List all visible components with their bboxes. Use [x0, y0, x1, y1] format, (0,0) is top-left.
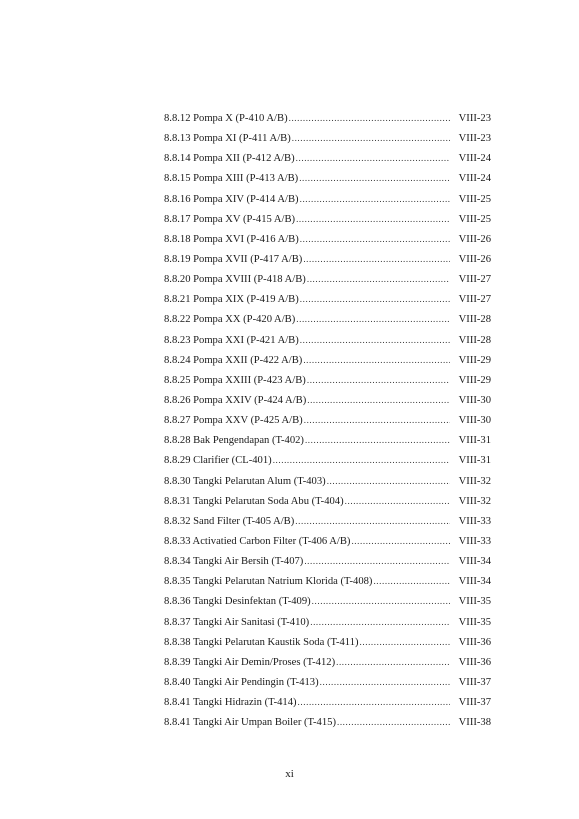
toc-dot-leader	[289, 108, 450, 128]
toc-entry[interactable]	[164, 672, 491, 692]
toc-entry-page: VIII-31	[458, 435, 491, 447]
toc-entry[interactable]	[164, 591, 491, 611]
toc-entry-title: 8.8.21 Pompa XIX (P-419 A/B)	[164, 294, 299, 306]
toc-entry-page: VIII-26	[458, 253, 491, 265]
toc-dot-leader	[296, 209, 450, 229]
toc-entry-list	[164, 108, 491, 732]
toc-entry-title: 8.8.26 Pompa XXIV (P-424 A/B)	[164, 394, 307, 406]
toc-entry-title: 8.8.33 Activatied Carbon Filter (T-406 A/B)	[164, 535, 351, 547]
toc-dot-leader	[312, 591, 450, 611]
toc-entry-title: 8.8.29 Clarifier (CL-401)	[164, 455, 272, 467]
toc-entry-title: 8.8.23 Pompa XXI (P-421 A/B)	[164, 334, 299, 346]
toc-entry-title: 8.8.12 Pompa X (P-410 A/B)	[164, 113, 288, 124]
toc-entry-page: VIII-37	[458, 697, 491, 709]
toc-entry-page: VIII-32	[458, 495, 491, 507]
toc-entry-page: VIII-37	[458, 676, 491, 688]
toc-dot-leader	[351, 531, 450, 551]
toc-entry[interactable]	[164, 511, 491, 531]
toc-entry-title: 8.8.27 Pompa XXV (P-425 A/B)	[164, 415, 303, 427]
page-number: xi	[285, 768, 294, 780]
toc-entry-page: VIII-33	[458, 535, 491, 547]
toc-entry-title: 8.8.39 Tangki Air Demin/Proses (T-412)	[164, 656, 336, 668]
toc-dot-leader	[300, 229, 450, 249]
toc-entry-page: VIII-34	[458, 556, 491, 568]
toc-dot-leader	[337, 712, 450, 732]
toc-entry-page: VIII-27	[458, 294, 491, 306]
toc-entry[interactable]	[164, 209, 491, 229]
toc-entry-page: VIII-23	[458, 113, 491, 124]
toc-entry-title: 8.8.41 Tangki Hidrazin (T-414)	[164, 697, 297, 709]
toc-entry-page: VIII-28	[458, 334, 491, 346]
toc-entry-page: VIII-38	[458, 717, 491, 729]
toc-entry-title: 8.8.19 Pompa XVII (P-417 A/B)	[164, 253, 303, 265]
toc-entry-page: VIII-26	[458, 233, 491, 245]
toc-entry[interactable]	[164, 692, 491, 712]
toc-entry[interactable]	[164, 128, 491, 148]
toc-dot-leader	[307, 269, 450, 289]
toc-entry-page: VIII-30	[458, 394, 491, 406]
toc-entry-page: VIII-25	[458, 213, 491, 225]
toc-dot-leader	[310, 612, 450, 632]
toc-dot-leader	[336, 652, 450, 672]
toc-entry[interactable]	[164, 531, 491, 551]
toc-entry[interactable]	[164, 168, 491, 188]
toc-dot-leader	[373, 571, 450, 591]
toc-entry-title: 8.8.38 Tangki Pelarutan Kaustik Soda (T-411)	[164, 636, 359, 648]
toc-entry-title: 8.8.31 Tangki Pelarutan Soda Abu (T-404)	[164, 495, 344, 507]
toc-entry[interactable]	[164, 712, 491, 732]
toc-dot-leader	[304, 551, 450, 571]
toc-dot-leader	[307, 390, 450, 410]
toc-entry[interactable]	[164, 309, 491, 329]
toc-dot-leader	[295, 511, 450, 531]
toc-entry[interactable]	[164, 410, 491, 430]
toc-entry-title: 8.8.24 Pompa XXII (P-422 A/B)	[164, 354, 303, 366]
toc-entry-title: 8.8.35 Tangki Pelarutan Natrium Klorida (T-408)	[164, 576, 373, 588]
toc-dot-leader	[307, 370, 450, 390]
toc-entry-page: VIII-33	[458, 515, 491, 527]
toc-entry[interactable]	[164, 652, 491, 672]
toc-entry-page: VIII-24	[458, 153, 491, 165]
toc-dot-leader	[300, 289, 450, 309]
toc-dot-leader	[320, 672, 450, 692]
toc-dot-leader	[273, 450, 450, 470]
toc-entry-title: 8.8.18 Pompa XVI (P-416 A/B)	[164, 233, 299, 245]
toc-dot-leader	[296, 309, 450, 329]
toc-entry[interactable]	[164, 370, 491, 390]
toc-entry[interactable]	[164, 148, 491, 168]
toc-dot-leader	[303, 249, 450, 269]
toc-entry[interactable]	[164, 189, 491, 209]
toc-entry-page: VIII-23	[458, 133, 491, 145]
toc-entry[interactable]	[164, 390, 491, 410]
toc-entry-title: 8.8.40 Tangki Air Pendingin (T-413)	[164, 676, 319, 688]
toc-entry[interactable]	[164, 108, 491, 128]
toc-entry[interactable]	[164, 571, 491, 591]
toc-entry[interactable]	[164, 551, 491, 571]
toc-entry-title: 8.8.41 Tangki Air Umpan Boiler (T-415)	[164, 717, 336, 729]
toc-dot-leader	[345, 491, 450, 511]
toc-entry[interactable]	[164, 430, 491, 450]
toc-entry[interactable]	[164, 612, 491, 632]
toc-entry-title: 8.8.14 Pompa XII (P-412 A/B)	[164, 153, 295, 165]
toc-entry-title: 8.8.32 Sand Filter (T-405 A/B)	[164, 515, 295, 527]
toc-entry-title: 8.8.15 Pompa XIII (P-413 A/B)	[164, 173, 299, 185]
toc-entry-page: VIII-30	[458, 415, 491, 427]
toc-entry-page: VIII-25	[458, 193, 491, 205]
toc-entry[interactable]	[164, 289, 491, 309]
toc-entry-title: 8.8.16 Pompa XIV (P-414 A/B)	[164, 193, 299, 205]
toc-dot-leader	[298, 692, 450, 712]
toc-entry-page: VIII-36	[458, 656, 491, 668]
toc-entry-title: 8.8.28 Bak Pengendapan (T-402)	[164, 435, 304, 447]
toc-entry[interactable]	[164, 491, 491, 511]
toc-entry-title: 8.8.22 Pompa XX (P-420 A/B)	[164, 314, 296, 326]
table-of-contents	[164, 108, 491, 732]
toc-dot-leader	[304, 410, 450, 430]
toc-entry-page: VIII-24	[458, 173, 491, 185]
toc-entry[interactable]	[164, 632, 491, 652]
toc-entry-page: VIII-29	[458, 354, 491, 366]
toc-dot-leader	[296, 148, 450, 168]
toc-dot-leader	[360, 632, 450, 652]
toc-entry-title: 8.8.17 Pompa XV (P-415 A/B)	[164, 213, 296, 225]
toc-entry-page: VIII-29	[458, 374, 491, 386]
toc-entry[interactable]	[164, 471, 491, 491]
toc-entry-title: 8.8.30 Tangki Pelarutan Alum (T-403)	[164, 475, 326, 487]
toc-dot-leader	[303, 350, 450, 370]
toc-dot-leader	[305, 430, 450, 450]
toc-entry-page: VIII-35	[458, 616, 491, 628]
toc-entry-title: 8.8.20 Pompa XVIII (P-418 A/B)	[164, 274, 306, 286]
toc-entry-title: 8.8.37 Tangki Air Sanitasi (T-410)	[164, 616, 310, 628]
toc-dot-leader	[300, 330, 450, 350]
toc-entry-page: VIII-27	[458, 274, 491, 286]
toc-entry[interactable]	[164, 269, 491, 289]
toc-entry-page: VIII-36	[458, 636, 491, 648]
toc-entry[interactable]	[164, 450, 491, 470]
toc-entry[interactable]	[164, 330, 491, 350]
toc-entry-page: VIII-35	[458, 596, 491, 608]
toc-dot-leader	[292, 128, 450, 148]
toc-dot-leader	[299, 168, 450, 188]
toc-entry[interactable]	[164, 350, 491, 370]
toc-entry-title: 8.8.36 Tangki Desinfektan (T-409)	[164, 596, 311, 608]
toc-entry-title: 8.8.34 Tangki Air Bersih (T-407)	[164, 556, 304, 568]
toc-dot-leader	[300, 189, 450, 209]
toc-entry[interactable]	[164, 249, 491, 269]
toc-entry-page: VIII-28	[458, 314, 491, 326]
toc-entry-page: VIII-32	[458, 475, 491, 487]
toc-entry-page: VIII-31	[458, 455, 491, 467]
toc-entry[interactable]	[164, 229, 491, 249]
toc-entry-title: 8.8.25 Pompa XXIII (P-423 A/B)	[164, 374, 306, 386]
toc-entry-title: 8.8.13 Pompa XI (P-411 A/B)	[164, 133, 291, 145]
toc-dot-leader	[327, 471, 450, 491]
toc-entry-page: VIII-34	[458, 576, 491, 588]
